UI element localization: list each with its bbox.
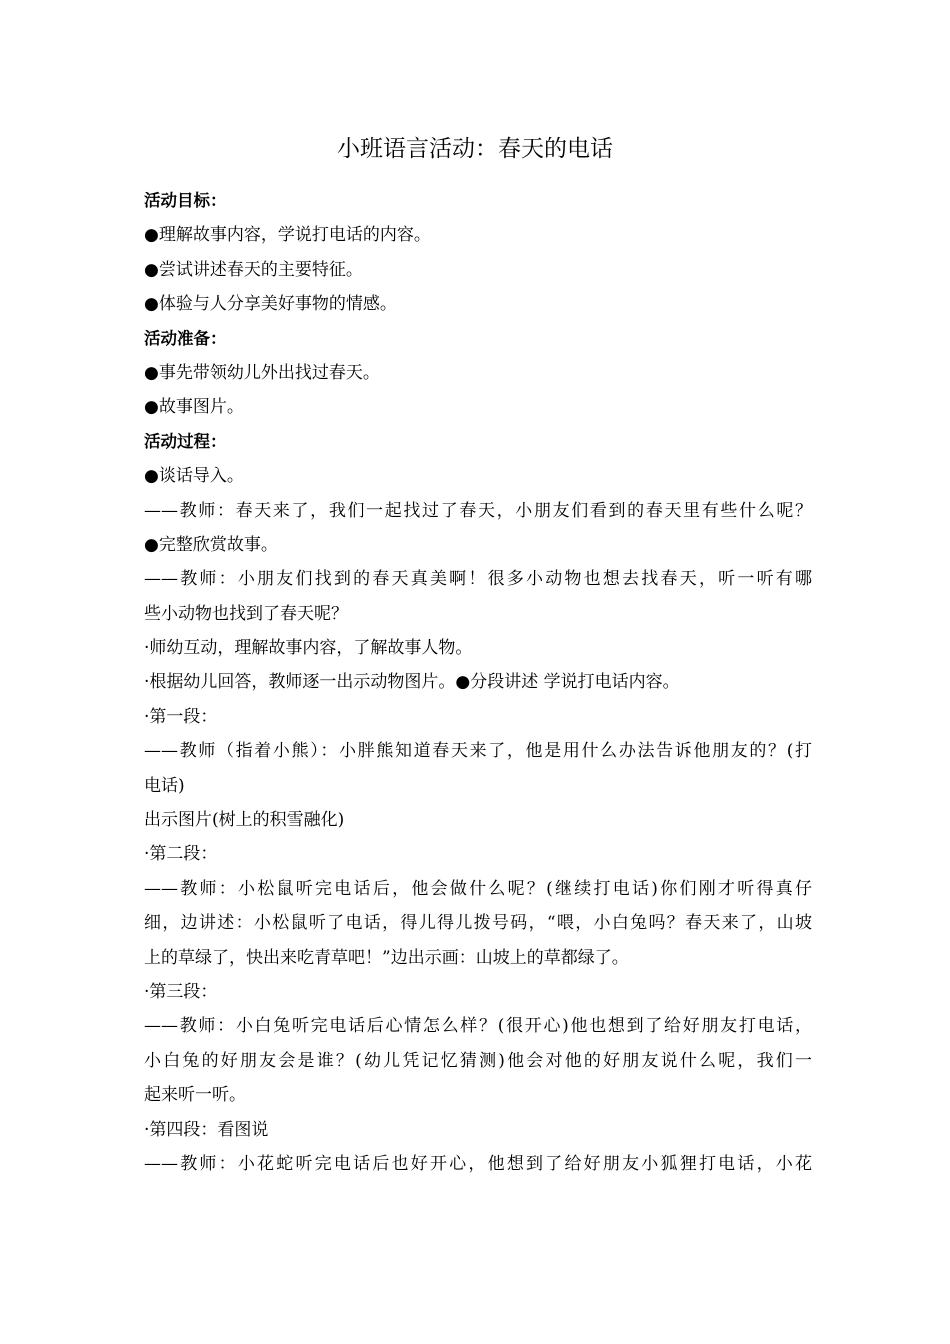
paragraph-line: ●故事图片。 bbox=[144, 397, 244, 418]
paragraph-line: 些小动物也找到了春天呢？ bbox=[144, 603, 348, 624]
paragraph-line: 小白兔的好朋友会是谁？(幼儿凭记忆猜测)他会对他的好朋友说什么呢，我们一 bbox=[144, 1050, 812, 1071]
document-title: 小班语言活动：春天的电话 bbox=[337, 136, 613, 162]
paragraph-line: ——教师：小松鼠听完电话后，他会做什么呢？(继续打电话)你们刚才听得真仔 bbox=[144, 878, 812, 899]
paragraph-line: ●谈话导入。 bbox=[144, 466, 244, 487]
paragraph-line: ·第二段： bbox=[144, 844, 218, 865]
paragraph-line: 出示图片(树上的积雪融化) bbox=[144, 810, 345, 831]
paragraph-line: ·根据幼儿回答，教师逐一出示动物图片。●分段讲述 学说打电话内容。 bbox=[144, 672, 680, 693]
section-heading: 活动过程： bbox=[144, 431, 227, 451]
document-body bbox=[144, 184, 812, 1181]
paragraph-line: ●完整欣赏故事。 bbox=[144, 534, 278, 555]
section-heading: 活动目标： bbox=[144, 191, 227, 210]
paragraph-line: ●尝试讲述春天的主要特征。 bbox=[144, 259, 363, 280]
paragraph-line: ●体验与人分享美好事物的情感。 bbox=[144, 294, 397, 315]
paragraph-line: ——教师（指着小熊）：小胖熊知道春天来了，他是用什么办法告诉他朋友的？(打 bbox=[144, 741, 812, 762]
paragraph-line: ·第四段：看图说 bbox=[144, 1119, 269, 1140]
paragraph-line: ——教师：春天来了，我们一起找过了春天，小朋友们看到的春天里有些什么呢？ bbox=[144, 500, 812, 521]
paragraph-line: 起来听一听。 bbox=[144, 1085, 246, 1106]
paragraph-line: ●理解故事内容，学说打电话的内容。 bbox=[144, 225, 431, 246]
paragraph-line: ——教师：小花蛇听完电话后也好开心，他想到了给好朋友小狐狸打电话，小花 bbox=[144, 1153, 812, 1174]
paragraph-line: ——教师：小白兔听完电话后心情怎么样？(很开心)他也想到了给好朋友打电话， bbox=[144, 1016, 812, 1037]
section-heading: 活动准备： bbox=[144, 328, 227, 348]
paragraph-line: ·师幼互动，理解故事内容，了解故事人物。 bbox=[144, 638, 473, 659]
paragraph-line: ·第三段： bbox=[144, 981, 218, 1002]
paragraph-line: 电话) bbox=[144, 775, 185, 796]
paragraph-line: ——教师：小朋友们找到的春天真美啊！很多小动物也想去找春天，听一听有哪 bbox=[144, 569, 812, 590]
paragraph-line: ●事先带领幼儿外出找过春天。 bbox=[144, 362, 380, 383]
paragraph-line: 上的草绿了，快出来吃青草吧！”边出示画：山坡上的草都绿了。 bbox=[144, 947, 629, 968]
paragraph-line: ·第一段： bbox=[144, 706, 218, 727]
paragraph-line: 细，边讲述：小松鼠听了电话，得儿得儿拨号码，“喂，小白兔吗？春天来了，山坡 bbox=[144, 913, 812, 934]
